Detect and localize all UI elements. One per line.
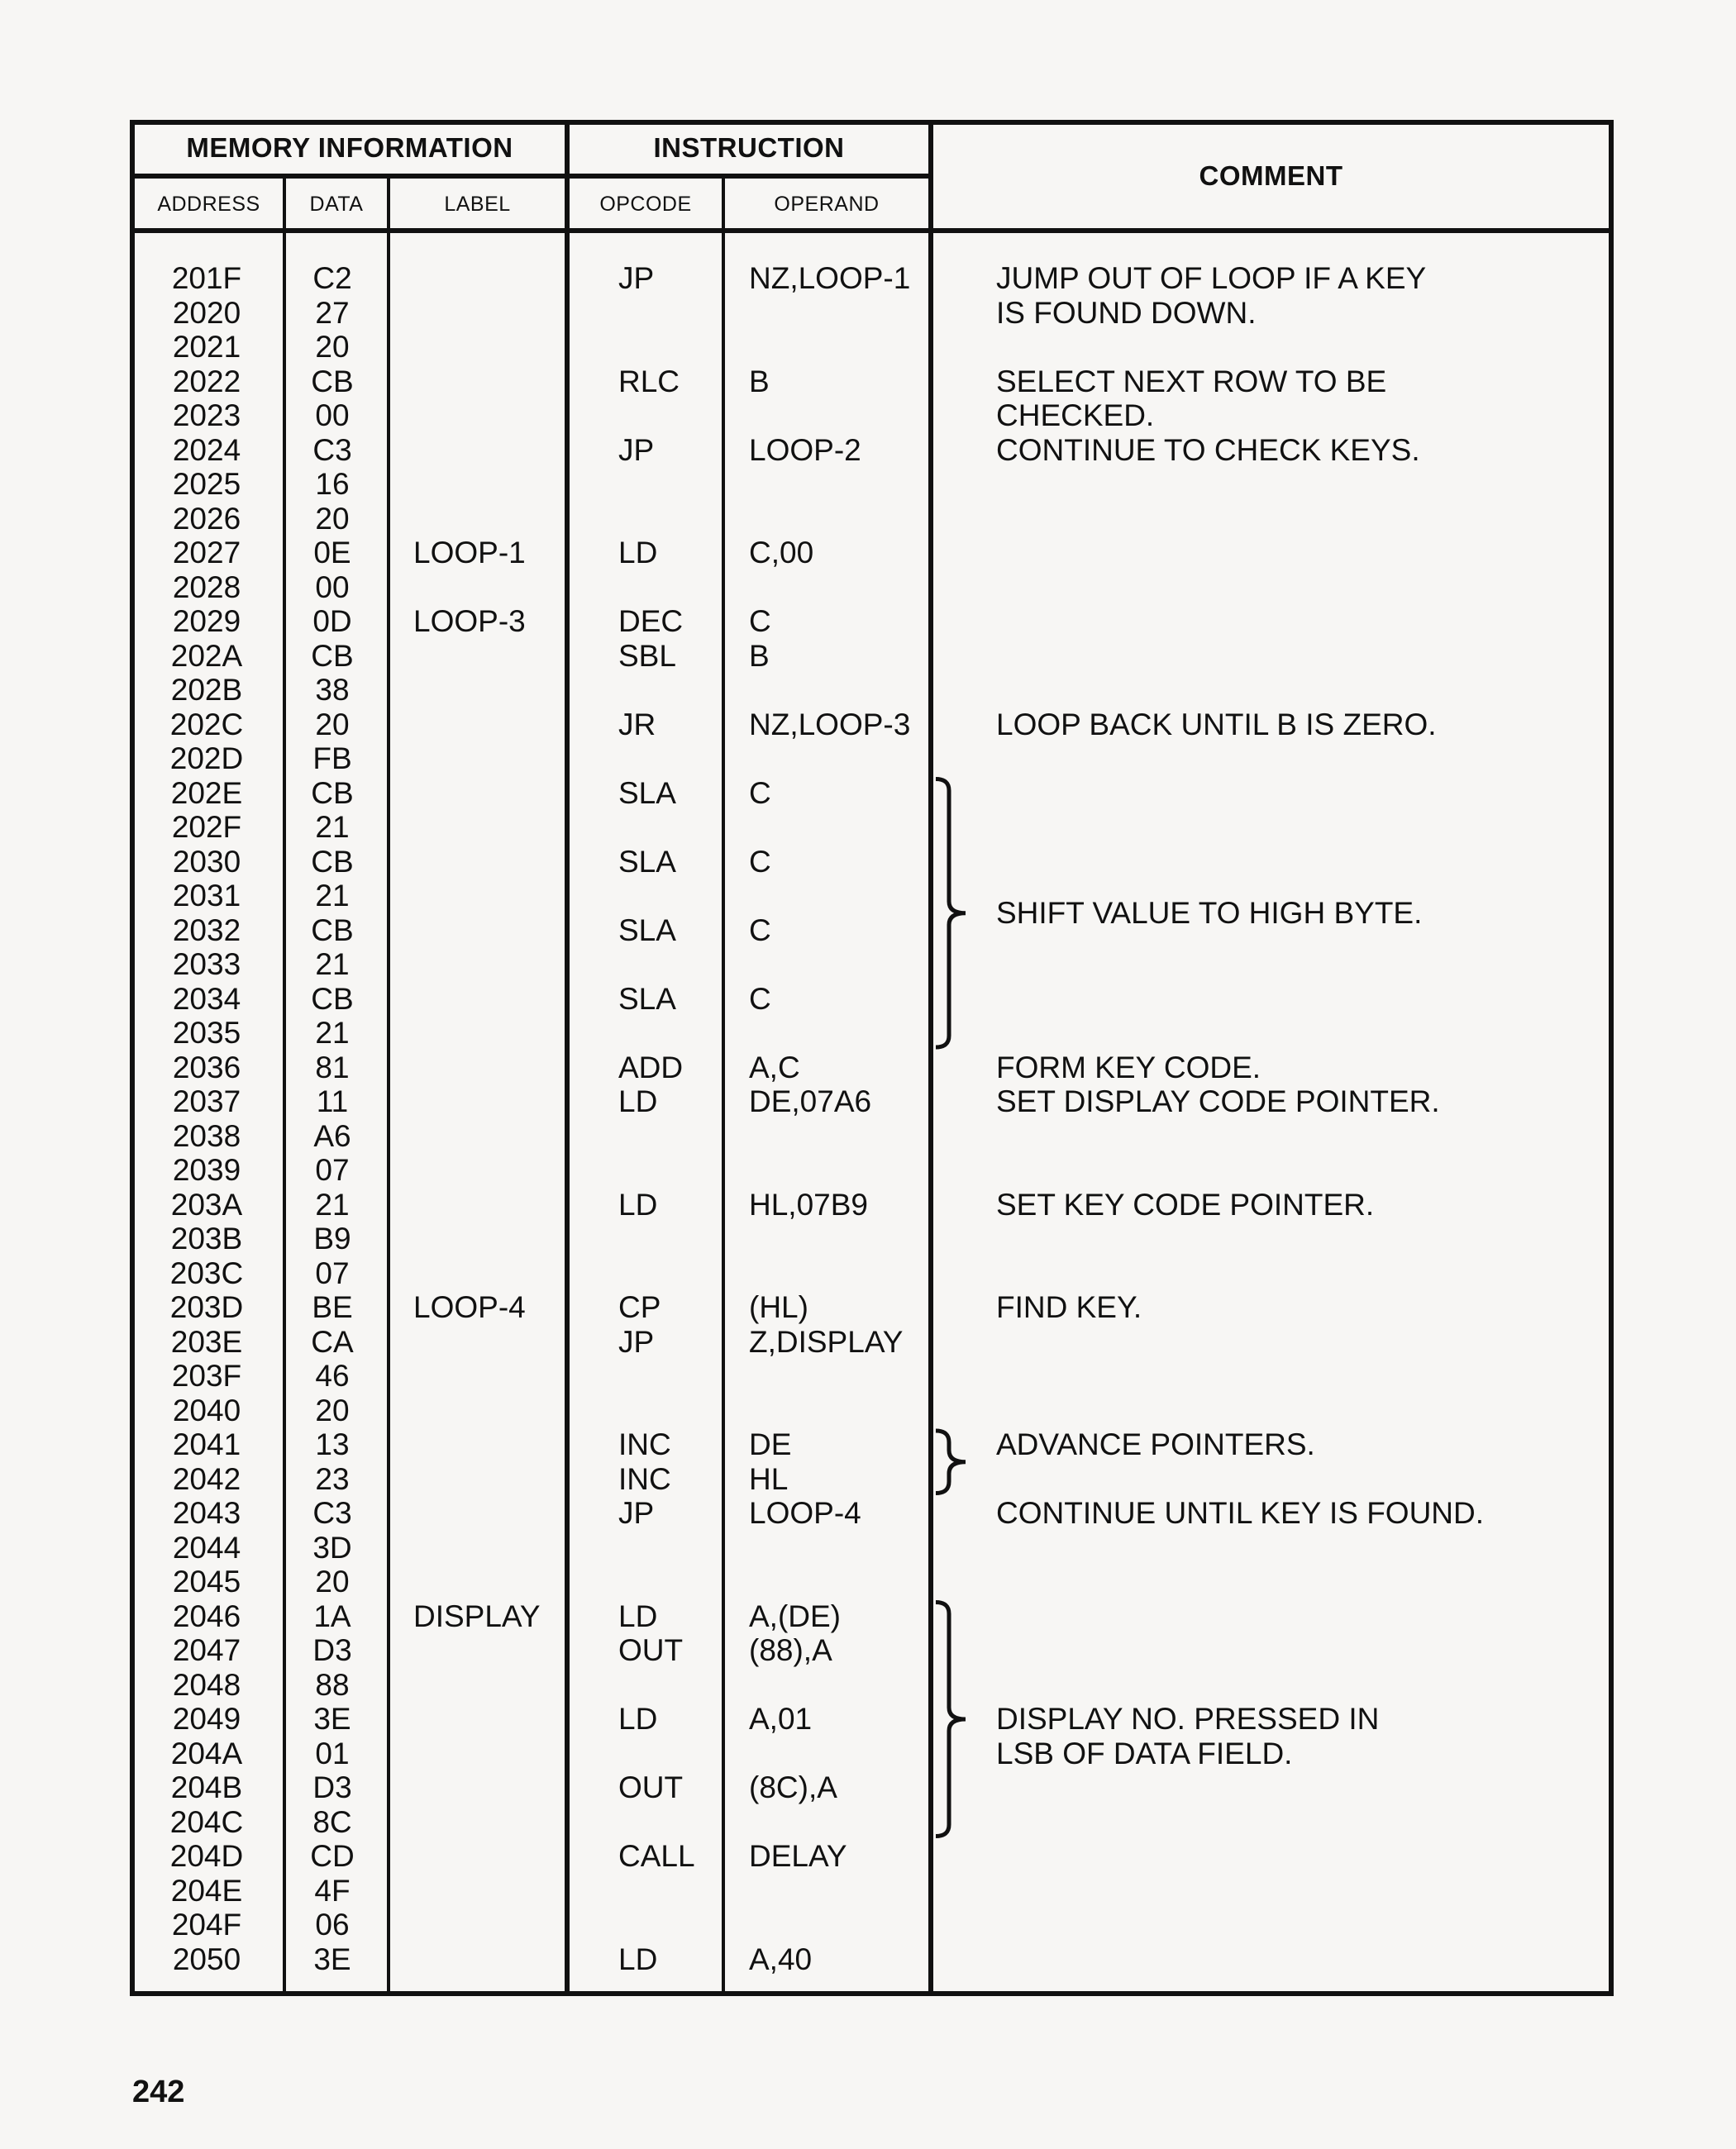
operand-cell: A,01 — [749, 1702, 813, 1736]
data-cell: 21 — [315, 1187, 350, 1222]
comment-line: JUMP OUT OF LOOP IF A KEY — [996, 261, 1427, 295]
page-number: 242 — [132, 2075, 185, 2109]
address-cell: 2038 — [172, 1118, 241, 1153]
address-cell: 202A — [170, 638, 243, 673]
address-cell: 2046 — [172, 1599, 241, 1633]
data-cell: 00 — [315, 569, 350, 604]
opcode-cell: SBL — [618, 638, 676, 673]
comment-line: CONTINUE UNTIL KEY IS FOUND. — [996, 1496, 1485, 1530]
label-cell: LOOP-3 — [413, 604, 526, 638]
label-cell: DISPLAY — [413, 1599, 541, 1633]
opcode-cell: JP — [618, 1324, 655, 1359]
comment-line: CONTINUE TO CHECK KEYS. — [996, 432, 1420, 467]
address-cell: 2035 — [172, 1016, 241, 1050]
address-cell: 2032 — [172, 912, 241, 947]
header-operand: OPERAND — [774, 193, 880, 216]
address-cell: 204F — [171, 1908, 242, 1942]
comment-line: LSB OF DATA FIELD. — [996, 1736, 1293, 1770]
address-cell: 202D — [169, 741, 244, 775]
divider-address-data — [283, 174, 286, 1996]
operand-cell: NZ,LOOP-3 — [749, 707, 911, 741]
data-cell: 07 — [315, 1153, 350, 1187]
data-cell: C2 — [312, 261, 352, 295]
address-cell: 201F — [171, 261, 242, 295]
address-cell: 2034 — [172, 981, 241, 1016]
data-cell: 38 — [315, 673, 350, 707]
comment-line: FIND KEY. — [996, 1290, 1142, 1324]
address-cell: 2047 — [172, 1633, 241, 1667]
address-cell: 2031 — [172, 879, 241, 912]
data-cell: 07 — [315, 1256, 350, 1290]
data-cell: CB — [311, 775, 354, 810]
address-cell: 2023 — [172, 398, 241, 432]
opcode-cell: DEC — [618, 604, 684, 638]
address-cell: 2030 — [172, 844, 241, 879]
address-cell: 2044 — [172, 1530, 241, 1565]
opcode-cell: JR — [618, 707, 656, 741]
address-cell: 2033 — [172, 947, 241, 981]
data-cell: 13 — [315, 1427, 350, 1461]
data-cell: 81 — [315, 1050, 350, 1084]
comment-line: SHIFT VALUE TO HIGH BYTE. — [996, 895, 1423, 930]
address-cell: 2037 — [172, 1084, 241, 1118]
address-cell: 202B — [170, 673, 243, 707]
comment-line: CHECKED. — [996, 398, 1155, 432]
data-cell: 20 — [315, 501, 350, 536]
data-cell: 11 — [316, 1084, 349, 1118]
label-cell: LOOP-4 — [413, 1290, 526, 1324]
data-cell: D3 — [312, 1633, 352, 1667]
data-cell: CB — [311, 912, 354, 947]
data-cell: CB — [311, 364, 354, 398]
comment-line: ADVANCE POINTERS. — [996, 1427, 1315, 1461]
opcode-cell: LD — [618, 1702, 658, 1736]
address-cell: 2027 — [172, 536, 241, 569]
opcode-cell: LD — [618, 536, 658, 569]
data-cell: 0D — [312, 604, 352, 638]
operand-cell: B — [749, 638, 770, 673]
data-cell: 21 — [315, 810, 350, 844]
data-cell: 21 — [315, 947, 350, 981]
data-cell: 88 — [315, 1667, 350, 1702]
divider-opcode-operand — [722, 174, 725, 1996]
divider-instruction-comment — [928, 120, 933, 1996]
operand-cell: C — [749, 775, 771, 810]
address-cell: 2045 — [172, 1565, 241, 1599]
operand-cell: (8C),A — [749, 1770, 837, 1804]
address-cell: 203D — [169, 1290, 244, 1324]
data-cell: B9 — [313, 1222, 351, 1256]
header-memory-information: MEMORY INFORMATION — [186, 132, 513, 163]
operand-cell: HL — [749, 1461, 789, 1496]
data-cell: 16 — [315, 467, 350, 501]
data-cell: 21 — [315, 1016, 350, 1050]
data-cell: 8C — [312, 1804, 352, 1839]
operand-cell: C — [749, 844, 771, 879]
opcode-cell: SLA — [618, 981, 676, 1016]
operand-cell: B — [749, 364, 770, 398]
data-cell: 06 — [315, 1908, 350, 1942]
data-cell: 1A — [313, 1599, 351, 1633]
data-cell: C3 — [312, 1496, 352, 1530]
address-cell: 2026 — [172, 501, 241, 536]
address-cell: 2022 — [172, 364, 241, 398]
opcode-cell: LD — [618, 1187, 658, 1222]
data-cell: CA — [311, 1324, 354, 1359]
operand-cell: LOOP-4 — [749, 1496, 861, 1530]
header-label: LABEL — [444, 193, 511, 216]
data-cell: 00 — [315, 398, 350, 432]
operand-cell: C,00 — [749, 536, 814, 569]
address-cell: 204C — [169, 1804, 244, 1839]
header-group-divider-left — [130, 174, 932, 179]
address-cell: 203E — [170, 1324, 243, 1359]
opcode-cell: JP — [618, 1496, 655, 1530]
address-cell: 2024 — [172, 432, 241, 467]
opcode-cell: RLC — [618, 364, 680, 398]
opcode-cell: ADD — [618, 1050, 684, 1084]
address-cell: 2042 — [172, 1461, 241, 1496]
comment-line: DISPLAY NO. PRESSED IN — [996, 1702, 1380, 1736]
address-cell: 204A — [170, 1736, 243, 1770]
address-cell: 202F — [171, 810, 242, 844]
address-cell: 2040 — [172, 1393, 241, 1427]
address-cell: 202E — [170, 775, 243, 810]
data-cell: CB — [311, 844, 354, 879]
header-comment: COMMENT — [1199, 160, 1343, 191]
header-data: DATA — [309, 193, 364, 216]
address-cell: 2028 — [172, 569, 241, 604]
address-cell: 2020 — [172, 295, 241, 330]
operand-cell: HL,07B9 — [749, 1187, 868, 1222]
opcode-cell: INC — [618, 1461, 671, 1496]
data-cell: 46 — [315, 1359, 350, 1393]
header-bottom-divider — [130, 228, 1614, 233]
header-instruction: INSTRUCTION — [653, 132, 845, 163]
address-cell: 2021 — [172, 330, 241, 364]
data-cell: BE — [312, 1290, 353, 1324]
opcode-cell: SLA — [618, 844, 676, 879]
opcode-cell: OUT — [618, 1770, 684, 1804]
opcode-cell: LD — [618, 1599, 658, 1633]
data-cell: 4F — [314, 1873, 351, 1908]
data-cell: FB — [312, 741, 352, 775]
address-cell: 2048 — [172, 1667, 241, 1702]
data-cell: 20 — [315, 1565, 350, 1599]
data-cell: 20 — [315, 1393, 350, 1427]
data-cell: 27 — [315, 295, 350, 330]
comment-line: LOOP BACK UNTIL B IS ZERO. — [996, 707, 1437, 741]
opcode-cell: OUT — [618, 1633, 684, 1667]
operand-cell: (HL) — [749, 1290, 808, 1324]
address-cell: 2050 — [172, 1942, 241, 1976]
address-cell: 2049 — [172, 1702, 241, 1736]
opcode-cell: LD — [618, 1084, 658, 1118]
operand-cell: A,C — [749, 1050, 800, 1084]
data-cell: CD — [310, 1839, 355, 1873]
operand-cell: DE — [749, 1427, 792, 1461]
operand-cell: C — [749, 604, 771, 638]
operand-cell: C — [749, 981, 771, 1016]
data-cell: CB — [311, 638, 354, 673]
operand-cell: A,(DE) — [749, 1599, 841, 1633]
operand-cell: (88),A — [749, 1633, 832, 1667]
address-cell: 202C — [169, 707, 244, 741]
opcode-cell: JP — [618, 432, 655, 467]
operand-cell: C — [749, 912, 771, 947]
data-cell: 23 — [315, 1461, 350, 1496]
opcode-cell: LD — [618, 1942, 658, 1976]
data-cell: CB — [311, 981, 354, 1016]
comment-line: SET DISPLAY CODE POINTER. — [996, 1084, 1440, 1118]
data-cell: A6 — [313, 1118, 351, 1153]
data-cell: 3E — [313, 1702, 351, 1736]
operand-cell: Z,DISPLAY — [749, 1324, 904, 1359]
address-cell: 203F — [171, 1359, 242, 1393]
address-cell: 2036 — [172, 1050, 241, 1084]
data-cell: 3E — [313, 1942, 351, 1976]
operand-cell: DE,07A6 — [749, 1084, 872, 1118]
opcode-cell: SLA — [618, 775, 676, 810]
data-cell: 3D — [312, 1530, 352, 1565]
operand-cell: DELAY — [749, 1839, 847, 1873]
opcode-cell: CALL — [618, 1839, 695, 1873]
operand-cell: A,40 — [749, 1942, 813, 1976]
address-cell: 204E — [170, 1873, 243, 1908]
address-cell: 204B — [170, 1770, 243, 1804]
address-cell: 2041 — [172, 1427, 241, 1461]
comment-line: SET KEY CODE POINTER. — [996, 1187, 1375, 1222]
data-cell: 20 — [315, 707, 350, 741]
address-cell: 2029 — [172, 604, 241, 638]
header-address: ADDRESS — [157, 193, 260, 216]
label-cell: LOOP-1 — [413, 536, 526, 569]
comment-line: IS FOUND DOWN. — [996, 295, 1257, 330]
address-cell: 204D — [169, 1839, 244, 1873]
data-cell: C3 — [312, 432, 352, 467]
data-cell: 0E — [313, 536, 351, 569]
opcode-cell: CP — [618, 1290, 661, 1324]
address-cell: 203A — [170, 1187, 243, 1222]
opcode-cell: JP — [618, 261, 655, 295]
data-cell: 01 — [315, 1736, 350, 1770]
address-cell: 203B — [170, 1222, 243, 1256]
comment-line: FORM KEY CODE. — [996, 1050, 1261, 1084]
data-cell: D3 — [312, 1770, 352, 1804]
divider-memory-instruction — [565, 120, 570, 1996]
operand-cell: NZ,LOOP-1 — [749, 261, 911, 295]
data-cell: 20 — [315, 330, 350, 364]
address-cell: 2025 — [172, 467, 241, 501]
address-cell: 203C — [169, 1256, 244, 1290]
opcode-cell: INC — [618, 1427, 671, 1461]
address-cell: 2039 — [172, 1153, 241, 1187]
address-cell: 2043 — [172, 1496, 241, 1530]
opcode-cell: SLA — [618, 912, 676, 947]
divider-data-label — [387, 174, 390, 1996]
comment-line: SELECT NEXT ROW TO BE — [996, 364, 1387, 398]
header-opcode: OPCODE — [599, 193, 692, 216]
operand-cell: LOOP-2 — [749, 432, 861, 467]
data-cell: 21 — [315, 879, 350, 912]
